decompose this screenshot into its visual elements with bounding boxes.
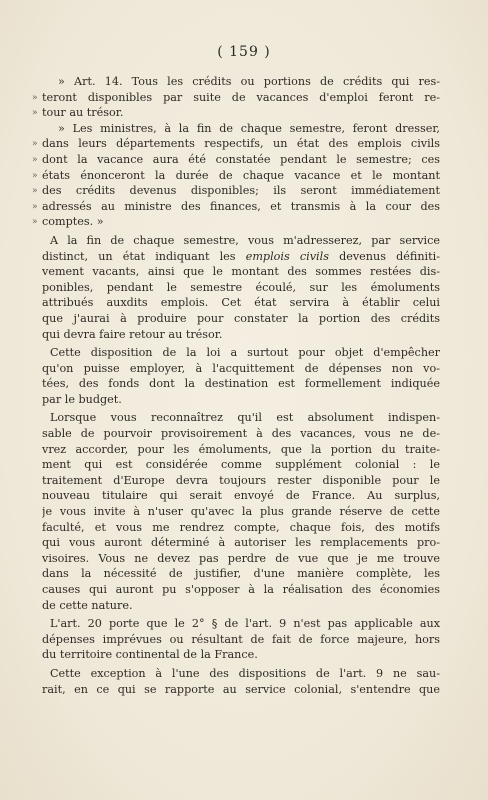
- paragraph: [42, 666, 440, 697]
- text-line: » Les ministres, à la fin de chaque semestre, feront dresser,: [58, 121, 440, 135]
- text-line: vement vacants, ainsi que le montant des sommes restées dis-: [42, 265, 440, 279]
- text-line: dépenses imprévues ou résultant de fait de force majeure, hors: [42, 632, 440, 646]
- text-line: causes qui auront pu s'opposer à la réalisation des économies: [42, 583, 440, 596]
- text-line: » dans leurs départements respectifs, un état des emplois civils: [32, 136, 440, 152]
- text-line: » Art. 14. Tous les crédits ou portions de crédits qui res-: [58, 75, 440, 88]
- text-line: traitement d'Europe devra toujours rester disponible pour le: [42, 473, 440, 487]
- text-line: qui devra faire retour au trésor.: [42, 327, 223, 341]
- page-number: ( 159 ): [217, 44, 271, 60]
- text-line: » des crédits devenus disponibles; ils seront immédiatement: [32, 183, 440, 199]
- text-line: rait, en ce qui se rapporte au service colonial, s'entendre que: [42, 682, 440, 696]
- text-line: Cette exception à l'une des dispositions de l'art. 9 ne sau-: [50, 666, 440, 680]
- paragraph: [42, 616, 440, 663]
- text-line: par le budget.: [42, 392, 122, 406]
- text-line: que j'aurai à produire pour constater la portion des crédits: [42, 311, 440, 325]
- text-line: attribués auxdits emplois. Cet état servira à établir celui: [42, 296, 440, 310]
- text-line: » états énonceront la durée de chaque vacance et le montant: [32, 168, 440, 184]
- text-line: Lorsque vous reconnaîtrez qu'il est absolument indispen-: [50, 411, 440, 425]
- text-line: Cette disposition de la loi a surtout pour objet d'empêcher: [50, 346, 440, 360]
- text-line: ment qui est considérée comme supplément colonial : le: [42, 458, 440, 472]
- text-line: de cette nature.: [42, 598, 133, 612]
- text-line: vrez accorder, pour les émoluments, que la portion du traite-: [42, 442, 440, 456]
- text-line: tées, des fonds dont la destination est formellement indiquée: [42, 377, 440, 391]
- text-line: » tour au trésor.: [32, 105, 440, 121]
- text-line: » teront disponibles par suite de vacances d'emploi feront re-: [32, 90, 440, 106]
- paragraph: [42, 233, 440, 342]
- text-line: » dont la vacance aura été constatée pendant le semestre; ces: [32, 152, 440, 168]
- text-line: qu'on puisse employer, à l'acquittement de dépenses non vo-: [42, 361, 440, 375]
- text-line: visoires. Vous ne devez pas perdre de vue que je me trouve: [42, 551, 440, 565]
- text-line: ponibles, pendant le semestre écoulé, sur les émoluments: [42, 280, 440, 294]
- text-line: A la fin de chaque semestre, vous m'adresserez, par service: [50, 233, 440, 247]
- text-line: distinct, un état indiquant les emplois civils devenus définiti-: [42, 249, 440, 263]
- text-line: nouveau titulaire qui serait envoyé de France. Au surplus,: [42, 489, 440, 503]
- paragraph: [42, 410, 440, 613]
- text-line: dans la nécessité de justifier, d'une manière complète, les: [42, 567, 440, 581]
- text-line: faculté, et vous me rendrez compte, chaque fois, des motifs: [42, 520, 440, 534]
- paragraph: [42, 345, 440, 407]
- text-line: » adressés au ministre des finances, et transmis à la cour des: [32, 199, 440, 215]
- text-line: qui vous auront déterminé à autoriser les remplacements pro-: [42, 536, 440, 550]
- text-line: sable de pourvoir provisoirement à des vacances, vous ne de-: [42, 427, 440, 441]
- text-line: L'art. 20 porte que le 2° § de l'art. 9 n'est pas applicable aux: [50, 617, 440, 631]
- text-line: je vous invite à n'user qu'avec la plus grande réserve de cette: [42, 505, 440, 519]
- text-line: du territoire continental de la France.: [42, 648, 258, 662]
- text-line: » comptes. »: [32, 214, 440, 230]
- page-body: [42, 74, 440, 697]
- paragraph: [42, 74, 440, 230]
